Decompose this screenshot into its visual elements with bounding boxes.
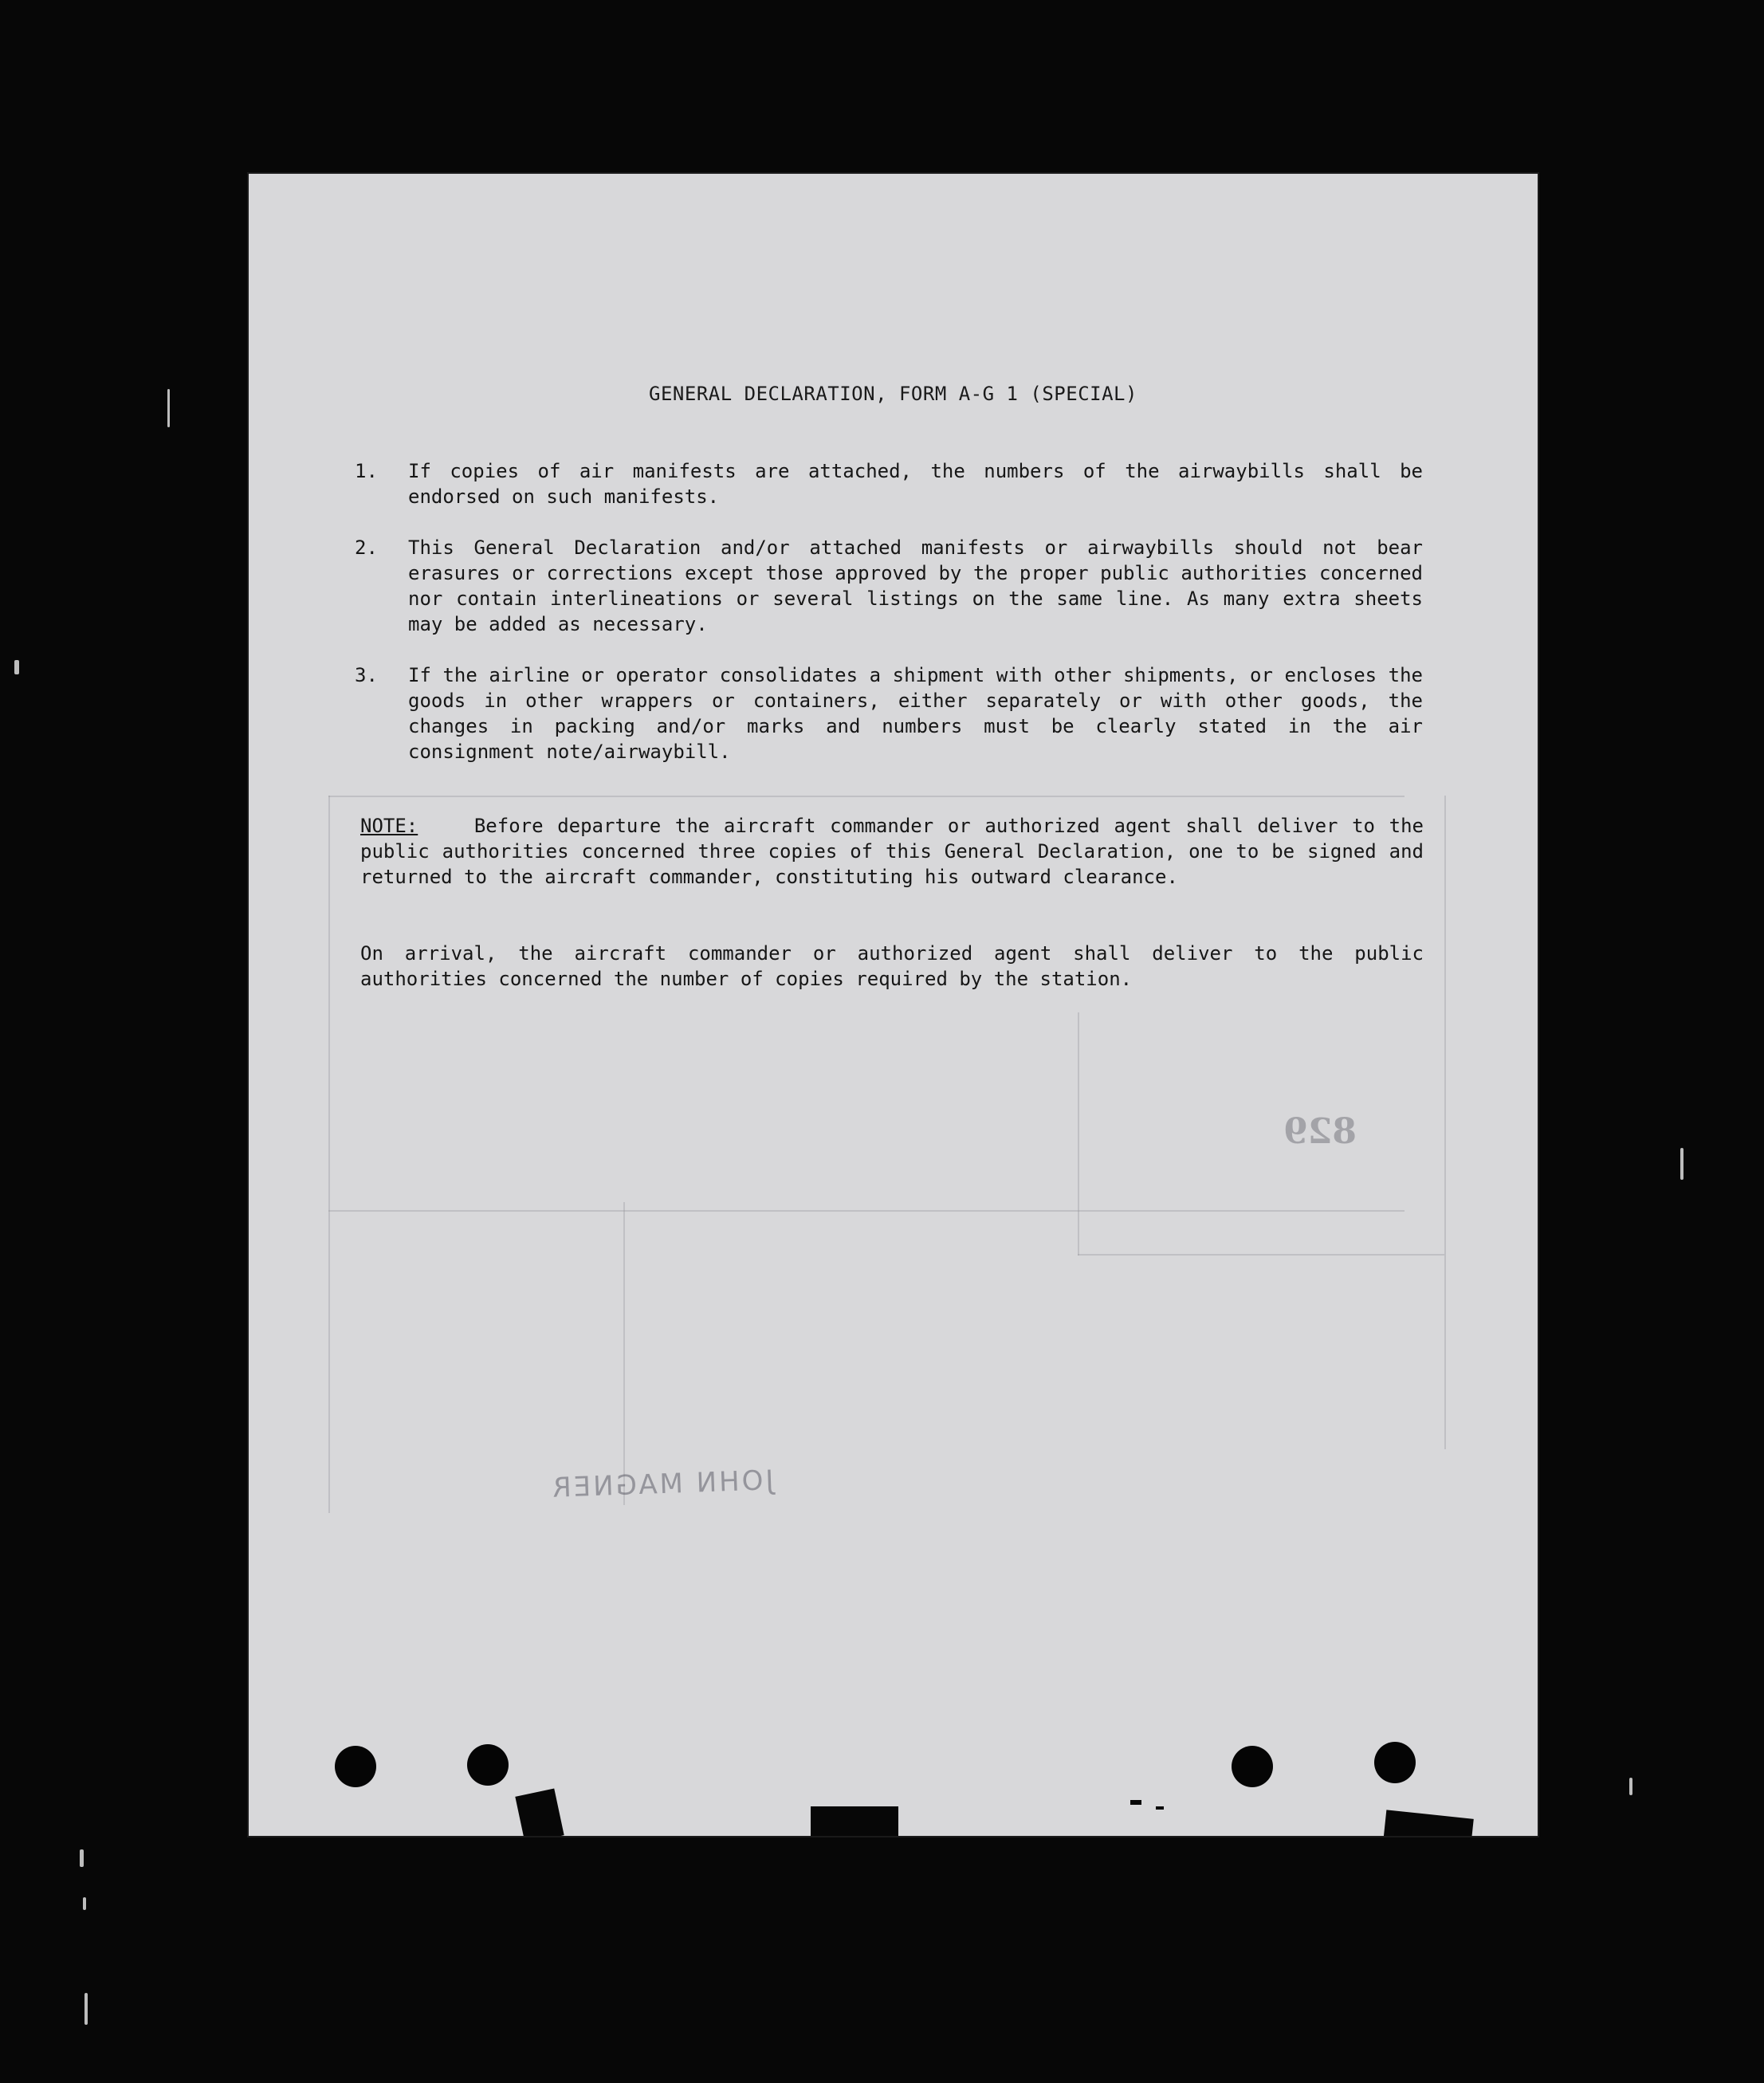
torn-edge	[1156, 1806, 1164, 1810]
item-text: If the airline or operator consolidates a shipment with other shipments, or encloses the goods in other wrappers or containers, either separately or with other goods, the changes in packing and/or marks and numbers must be clearly stated in the air consignment note/airwaybill.	[408, 664, 1423, 763]
film-edge-mark	[1680, 1148, 1683, 1180]
torn-edge	[1130, 1800, 1141, 1805]
list-item	[355, 458, 1423, 509]
show-through-rule	[328, 1210, 1405, 1212]
show-through-box	[1078, 1012, 1079, 1256]
show-through-number: 829	[1283, 1111, 1357, 1152]
item-number: 2.	[355, 536, 378, 559]
show-through-rule	[1444, 796, 1446, 1449]
show-through-rule	[328, 796, 1405, 797]
show-through-rule	[328, 796, 330, 1513]
list-item	[355, 662, 1423, 764]
note-label: NOTE:	[360, 815, 418, 837]
torn-edge	[515, 1788, 564, 1836]
torn-edge	[811, 1806, 898, 1836]
show-through-rule	[623, 1202, 625, 1505]
item-number: 3.	[355, 664, 378, 686]
item-text: This General Declaration and/or attached manifests or airwaybills should not bear erasures or corrections except those approved by the proper public authorities concerned nor contain interlineations or several listings on the same line. As many extra sheets may be added as necessary.	[408, 536, 1423, 635]
show-through-handwriting: JOHN MAGNER	[549, 1464, 775, 1504]
list-item	[355, 535, 1423, 637]
note-text: Before departure the aircraft commander or authorized agent shall deliver to the public authorities concerned three copies of this General Declaration, one to be signed and returned to the aircraft commander, constituting his outward clearance.	[360, 815, 1424, 888]
punch-hole	[335, 1746, 376, 1787]
punch-hole	[1374, 1742, 1416, 1783]
punch-hole	[467, 1744, 509, 1786]
film-edge-mark	[167, 389, 170, 427]
item-text: If copies of air manifests are attached, the numbers of the airwaybills shall be endorsed on such manifests.	[408, 460, 1423, 508]
film-edge-mark	[1629, 1778, 1632, 1795]
film-edge-mark	[84, 1993, 88, 2025]
punch-hole	[1232, 1746, 1273, 1787]
arrival-paragraph: On arrival, the aircraft commander or authorized agent shall deliver to the public authorities concerned the number of copies required by the station.	[360, 942, 1424, 990]
show-through-box	[1078, 1254, 1444, 1256]
torn-edge	[1383, 1810, 1474, 1836]
film-edge-mark	[14, 660, 19, 674]
item-number: 1.	[355, 460, 378, 482]
film-edge-mark	[80, 1849, 84, 1867]
document-title: GENERAL DECLARATION, FORM A-G 1 (SPECIAL)	[649, 383, 1137, 405]
film-edge-mark	[83, 1897, 86, 1910]
document-page	[249, 174, 1538, 1836]
note-paragraph	[360, 813, 1424, 890]
